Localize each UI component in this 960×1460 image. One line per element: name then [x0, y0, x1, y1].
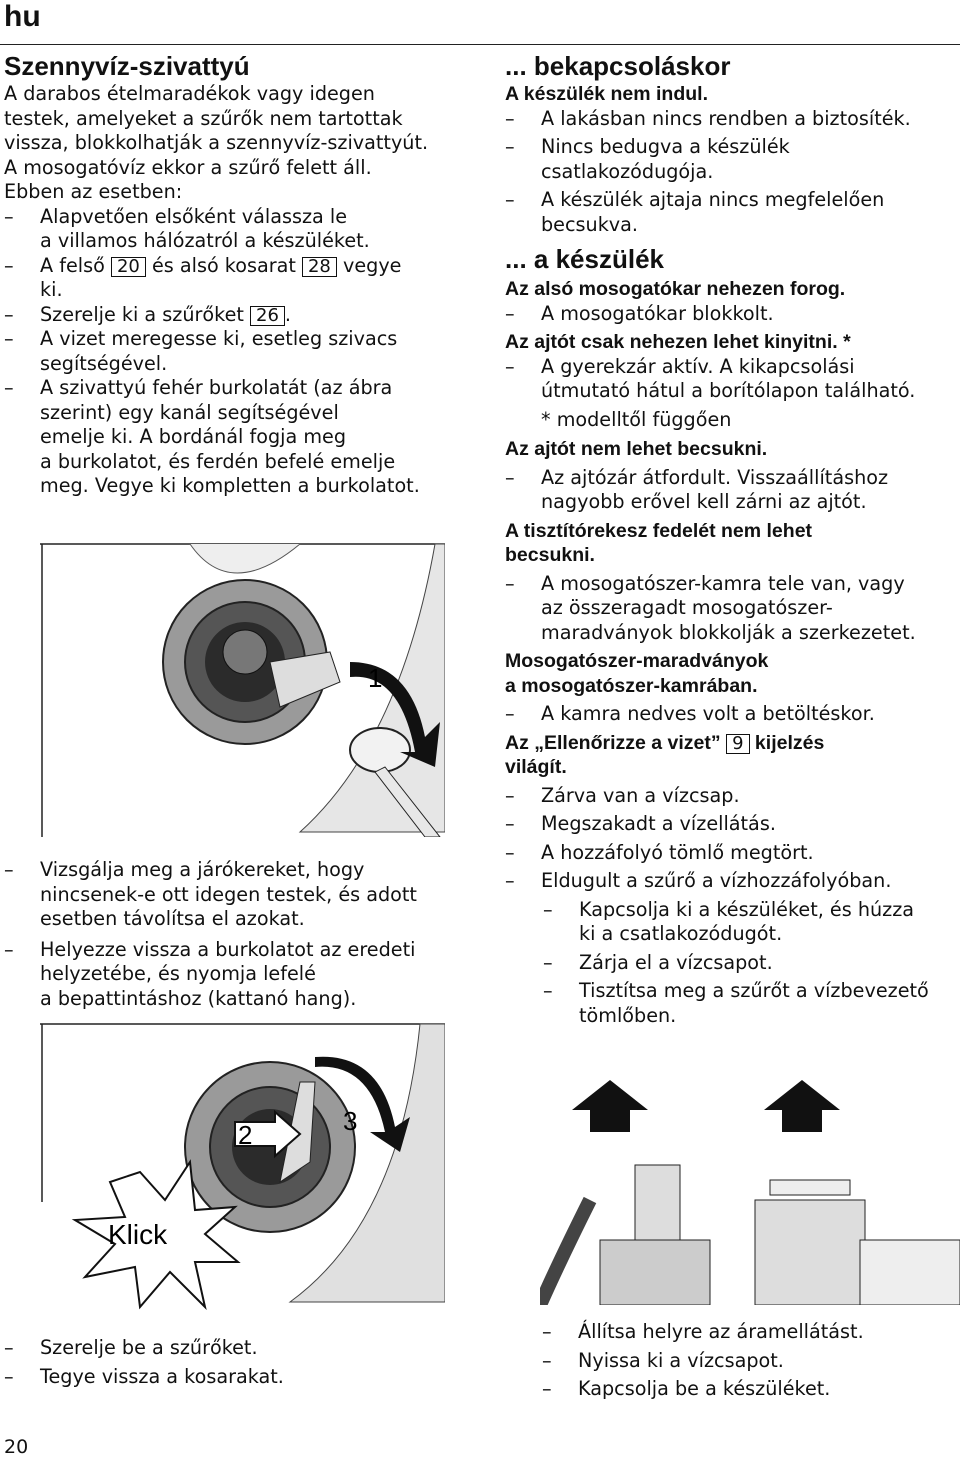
step-restore-power	[542, 1320, 960, 1345]
cause-line: A hozzáfolyó tömlő megtört.	[541, 840, 814, 864]
left-column-steps3	[4, 1336, 474, 1389]
step-text: Szerelje ki a szűrőket	[40, 302, 251, 326]
problem-text: kijelzés	[749, 731, 825, 754]
dash: –	[543, 897, 553, 921]
ref-box-28: 28	[302, 257, 337, 277]
step-line: helyzetébe, és nyomja lefelé	[40, 962, 316, 985]
step-replace-baskets	[4, 1365, 474, 1390]
cause-dispenser-full	[505, 572, 960, 646]
dash: –	[542, 1320, 552, 1343]
section-title-on-power: ... bekapcsoláskor	[505, 51, 731, 81]
cause-line: A kamra nedves volt a betöltéskor.	[541, 702, 875, 725]
cause-line: Zárva van a vízcsap.	[541, 783, 740, 807]
step-line: Tegye vissza a kosarakat.	[40, 1364, 284, 1388]
figure-callout-1: 1	[368, 663, 383, 693]
dash: –	[505, 869, 515, 892]
cause-line: Eldugult a szűrő a vízhozzáfolyóban.	[541, 869, 892, 892]
cause-line: A gyerekzár aktív. A kikapcsolási	[541, 354, 855, 378]
dash: –	[4, 327, 14, 350]
cause-chamber-wet	[505, 702, 960, 727]
substep-line: ki a csatlakozódugót.	[579, 922, 783, 945]
cause-arm-blocked	[505, 302, 960, 327]
figure-callout-2: 2	[238, 1120, 253, 1150]
cause-line: A mosogatószer-kamra tele van, vagy	[541, 571, 905, 595]
cause-line: csatlakozódugója.	[541, 159, 714, 183]
dash: –	[4, 376, 14, 399]
inlet-hose-filter-illustration	[540, 1080, 960, 1305]
figure-callout-3: 3	[343, 1106, 358, 1136]
problem-line: A tisztítórekesz fedelét nem lehet	[505, 519, 813, 542]
dash: –	[505, 702, 515, 725]
intro-line: A mosogatóvíz ekkor a szűrő felett áll.	[4, 155, 372, 179]
pump-cover-refit-illustration	[40, 1022, 445, 1312]
dash: –	[505, 106, 515, 130]
step-line: ki.	[40, 278, 63, 301]
step-lift-cover	[4, 376, 474, 499]
step-line: A szivattyú fehér burkolatát (az ábra	[40, 376, 393, 399]
problem-door-no-close: Az ajtót nem lehet becsukni.	[505, 438, 768, 460]
step-line: a burkolatot, és ferdén befelé emelje	[40, 449, 396, 473]
intro-line: testek, amelyeket a szűrők nem tartottak	[4, 106, 403, 130]
cause-line: az összeragadt mosogatószer-	[541, 596, 833, 619]
cause-fuse	[505, 107, 960, 132]
dash: –	[505, 571, 515, 595]
right-column-final-steps	[542, 1320, 960, 1402]
substep-line: Zárja el a vízcsapot.	[579, 950, 773, 974]
ref-box-26: 26	[250, 306, 285, 326]
step-line: meg. Vegye ki kompletten a burkolatot.	[40, 474, 420, 497]
dash: –	[542, 1377, 552, 1400]
ref-box-9: 9	[726, 734, 749, 754]
dash: –	[505, 783, 515, 807]
cause-hose-kinked	[505, 841, 960, 866]
step-line: A vizet meregesse ki, esetleg szivacs	[40, 327, 398, 350]
pump-cover-removal-illustration	[40, 542, 445, 837]
language-tag: hu	[4, 0, 41, 33]
step-line: Helyezze vissza a burkolatot az eredeti	[40, 937, 416, 961]
step-line: emelje ki. A bordánál fogja meg	[40, 425, 347, 448]
step-line: Kapcsolja be a készüléket.	[578, 1377, 831, 1400]
step-line: Alapvetően elsőként válassza le	[40, 204, 348, 228]
problem-line: a mosogatószer-kamrában.	[505, 674, 758, 697]
step-text: vegye	[336, 253, 402, 277]
step-line: Vizsgálja meg a járókereket, hogy	[40, 858, 365, 881]
cause-line: Nincs bedugva a készülék	[541, 135, 790, 158]
step-open-tap	[542, 1349, 960, 1374]
dash: –	[4, 1364, 14, 1388]
substep-disconnect	[505, 898, 960, 947]
cause-line: A készülék ajtaja nincs megfelelően	[541, 188, 885, 211]
right-column	[505, 50, 960, 1028]
step-remove-baskets	[4, 254, 474, 303]
ref-box-20: 20	[111, 257, 146, 277]
step-reinstall-filters	[4, 1336, 474, 1361]
substep-close-tap	[505, 951, 960, 976]
cause-line: becsukva.	[541, 212, 639, 236]
dash: –	[542, 1348, 552, 1372]
model-note	[505, 408, 960, 433]
klick-label: Klick	[108, 1219, 168, 1250]
step-switch-on	[542, 1377, 960, 1402]
dash: –	[505, 354, 515, 378]
problem-line: becsukni.	[505, 544, 595, 566]
header-rule	[0, 44, 960, 45]
left-column-steps2	[4, 858, 474, 1011]
step-text: A felső	[40, 253, 111, 277]
cause-line: A lakásban nincs rendben a biztosíték.	[541, 106, 911, 130]
step-line: a bepattintáshoz (kattanó hang).	[40, 986, 357, 1010]
dash: –	[4, 858, 14, 881]
cause-child-lock	[505, 355, 960, 404]
substep-line: tömlőben.	[579, 1003, 677, 1027]
cause-line: útmutató hátul a borítólapon található.	[541, 379, 916, 402]
problem-door-hard-open: Az ajtót csak nehezen lehet kinyitni. *	[505, 331, 851, 353]
step-check-impeller	[4, 858, 474, 932]
step-line: Szerelje be a szűrőket.	[40, 1336, 258, 1359]
dash: –	[505, 840, 515, 864]
step-line: Állítsa helyre az áramellátást.	[578, 1320, 864, 1343]
dash: –	[505, 188, 515, 211]
problem-line: Mosogatószer-maradványok	[505, 650, 769, 672]
problem-dispenser-lid	[505, 519, 960, 568]
dash: –	[4, 302, 14, 326]
note-line: * modelltől függően	[541, 407, 732, 431]
cause-plug	[505, 135, 960, 184]
step-line: Nyissa ki a vízcsapot.	[578, 1348, 784, 1372]
substep-clean-filter	[505, 979, 960, 1028]
dash: –	[4, 253, 14, 277]
substep-line: Kapcsolja ki a készüléket, és húzza	[579, 897, 915, 921]
section-title-appliance: ... a készülék	[505, 244, 664, 274]
problem-spray-arm: Az alsó mosogatókar nehezen forog.	[505, 278, 846, 300]
cause-line: nagyobb erővel kell zárni az ajtót.	[541, 490, 867, 513]
dash: –	[543, 950, 553, 974]
cause-supply-interrupted	[505, 812, 960, 837]
step-replace-cover	[4, 938, 474, 1012]
problem-no-start: A készülék nem indul.	[505, 83, 708, 105]
section-title-pump: Szennyvíz-szivattyú	[4, 51, 250, 81]
substep-line: Tisztítsa meg a szűrőt a vízbevezető	[579, 979, 929, 1002]
page-number: 20	[4, 1436, 29, 1458]
step-text: .	[284, 302, 292, 326]
intro-line: Ebben az esetben:	[4, 180, 183, 203]
cause-tap-closed	[505, 784, 960, 809]
step-line: szerint) egy kanál segítségével	[40, 400, 339, 424]
cause-line: Az ajtózár átfordult. Visszaállításhoz	[541, 465, 889, 489]
dash: –	[543, 979, 553, 1002]
step-line: esetben távolítsa el azokat.	[40, 907, 305, 930]
dash: –	[505, 812, 515, 835]
problem-line: világít.	[505, 756, 567, 778]
left-column	[4, 50, 474, 499]
step-scoop-water	[4, 327, 474, 376]
intro-line: A darabos ételmaradékok vagy idegen	[4, 82, 375, 105]
cause-door	[505, 188, 960, 237]
dash: –	[505, 301, 515, 325]
dash: –	[4, 1336, 14, 1359]
problem-text: Az „Ellenőrizze a vizet”	[505, 731, 727, 754]
dash: –	[505, 465, 515, 489]
intro-text	[4, 82, 474, 205]
step-text: és alsó kosarat	[145, 253, 302, 277]
cause-filter-clogged	[505, 869, 960, 894]
problem-detergent-residue	[505, 649, 960, 698]
cause-line: Megszakadt a vízellátás.	[541, 812, 776, 835]
cause-line: A mosogatókar blokkolt.	[541, 301, 774, 325]
dash: –	[505, 135, 515, 158]
dash: –	[4, 937, 14, 961]
dash: –	[4, 204, 14, 228]
step-remove-filters	[4, 303, 474, 328]
intro-line: vissza, blokkolhatják a szennyvíz-szivattyút.	[4, 131, 429, 154]
step-line: segítségével.	[40, 351, 168, 375]
step-line: a villamos hálózatról a készüléket.	[40, 229, 370, 252]
cause-door-lock	[505, 466, 960, 515]
cause-line: maradványok blokkolják a szerkezetet.	[541, 620, 916, 644]
problem-check-water	[505, 731, 960, 780]
step-line: nincsenek-e ott idegen testek, és adott	[40, 882, 417, 906]
step-disconnect	[4, 205, 474, 254]
